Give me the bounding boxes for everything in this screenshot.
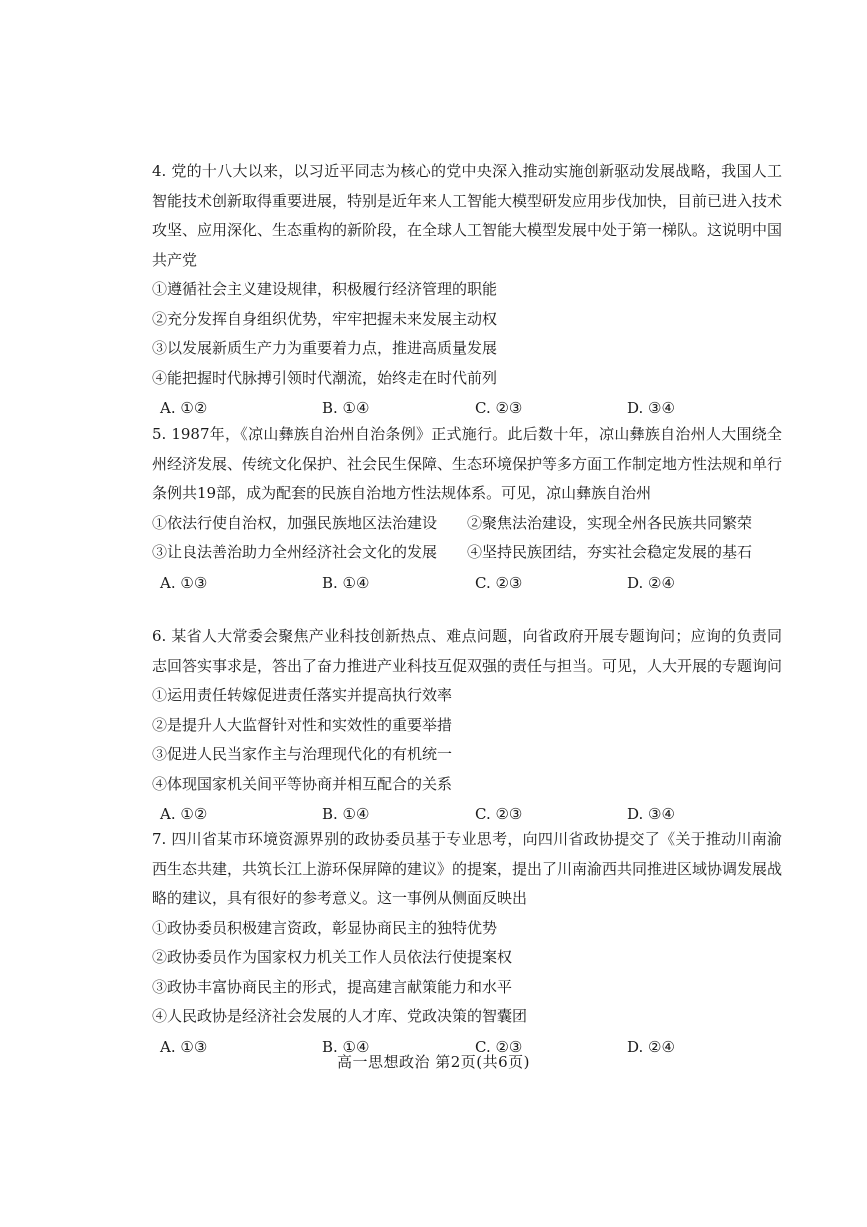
option-d[interactable]: D. ③④ (627, 805, 675, 823)
option-a[interactable]: A. ①③ (160, 573, 208, 592)
statement: ④人民政协是经济社会发展的人才库、党政决策的智囊团 (152, 1007, 528, 1025)
statement: ③促进人民当家作主与治理现代化的有机统一 (152, 745, 453, 763)
statement: ④坚持民族团结，夯实社会稳定发展的基石 (467, 543, 753, 561)
question-stem: 5. 1987年，《凉山彝族自治州自治条例》正式施行。此后数十年，凉山彝族自治州人大围绕全州经济发展、传统文化保护、社会民生保障、生态环境保护等多方面工作制定地方性法规和单行条例共19部，成为配套的民族自治地方性法规体系。可见，凉山彝族自治州 (152, 425, 783, 502)
option-a[interactable]: A. ①③ (160, 1037, 208, 1056)
question-stem: 7. 四川省某市环境资源界别的政协委员基于专业思考，向四川省政协提交了《关于推动川南渝西生态共建，共筑长江上游环保屏障的建议》的提案，提出了川南渝西共同推进区域协调发展战略的建议，具有很好的参考意义。这一事例从侧面反映出 (152, 830, 783, 907)
statement: ②聚焦法治建设，实现全州各民族共同繁荣 (467, 513, 753, 532)
question-stem: 6. 某省人大常委会聚焦产业科技创新热点、难点问题，向省政府开展专题询问；应询的负责同志回答实事求是，答出了奋力推进产业科技互促双强的责任与担当。可见，人大开展的专题询问 (152, 627, 783, 675)
question-stem: 4. 党的十八大以来，以习近平同志为核心的党中央深入推动实施创新驱动发展战略，我国人工智能技术创新取得重要进展，特别是近年来人工智能大模型研发应用步伐加快，目前已进入技术攻坚、应用深化、生态重构的新阶段，在全球人工智能大模型发展中处于第一梯队。这说明中国共产党 (152, 162, 783, 269)
statement-row (152, 509, 782, 539)
option-a[interactable]: A. ①② (160, 399, 208, 417)
option-b[interactable]: B. ①④ (322, 573, 370, 592)
answer-options (152, 569, 782, 599)
option-d[interactable]: D. ③④ (627, 399, 675, 417)
statement: ③政协丰富协商民主的形式，提高建言献策能力和水平 (152, 977, 513, 996)
statement: ②充分发挥自身组织优势，牢牢把握未来发展主动权 (152, 309, 498, 328)
option-c[interactable]: C. ②③ (475, 805, 523, 823)
statement: ①运用责任转嫁促进责任落实并提高执行效率 (152, 686, 453, 704)
question-5 (152, 420, 782, 598)
statement: ②是提升人大监督针对性和实效性的重要举措 (152, 715, 453, 734)
option-c[interactable]: C. ②③ (475, 573, 523, 592)
statement: ①依法行使自治权，加强民族地区法治建设 (152, 513, 438, 532)
option-b[interactable]: B. ①④ (322, 1037, 370, 1056)
question-4 (152, 157, 782, 424)
option-a[interactable]: A. ①② (160, 805, 208, 823)
option-b[interactable]: B. ①④ (322, 399, 370, 417)
option-d[interactable]: D. ②④ (627, 1037, 675, 1056)
statement: ③以发展新质生产力为重要着力点，推进高质量发展 (152, 339, 498, 357)
statement: ①遵循社会主义建设规律，积极履行经济管理的职能 (152, 280, 498, 298)
statement: ②政协委员作为国家权力机关工作人员依法行使提案权 (152, 948, 513, 966)
statement: ④体现国家机关间平等协商并相互配合的关系 (152, 774, 453, 793)
option-c[interactable]: C. ②③ (475, 1037, 523, 1056)
page-footer: 高一思想政治 第2页(共6页) (336, 1053, 531, 1071)
statement: ④能把握时代脉搏引领时代潮流，始终走在时代前列 (152, 368, 498, 387)
option-b[interactable]: B. ①④ (322, 805, 370, 823)
option-c[interactable]: C. ②③ (475, 399, 523, 417)
statement-row (152, 538, 782, 568)
option-d[interactable]: D. ②④ (627, 573, 675, 592)
question-7 (152, 825, 782, 1062)
statement: ③让良法善治助力全州经济社会文化的发展 (152, 543, 438, 561)
question-6 (152, 622, 782, 830)
statement: ①政协委员积极建言资政，彰显协商民主的独特优势 (152, 918, 498, 937)
